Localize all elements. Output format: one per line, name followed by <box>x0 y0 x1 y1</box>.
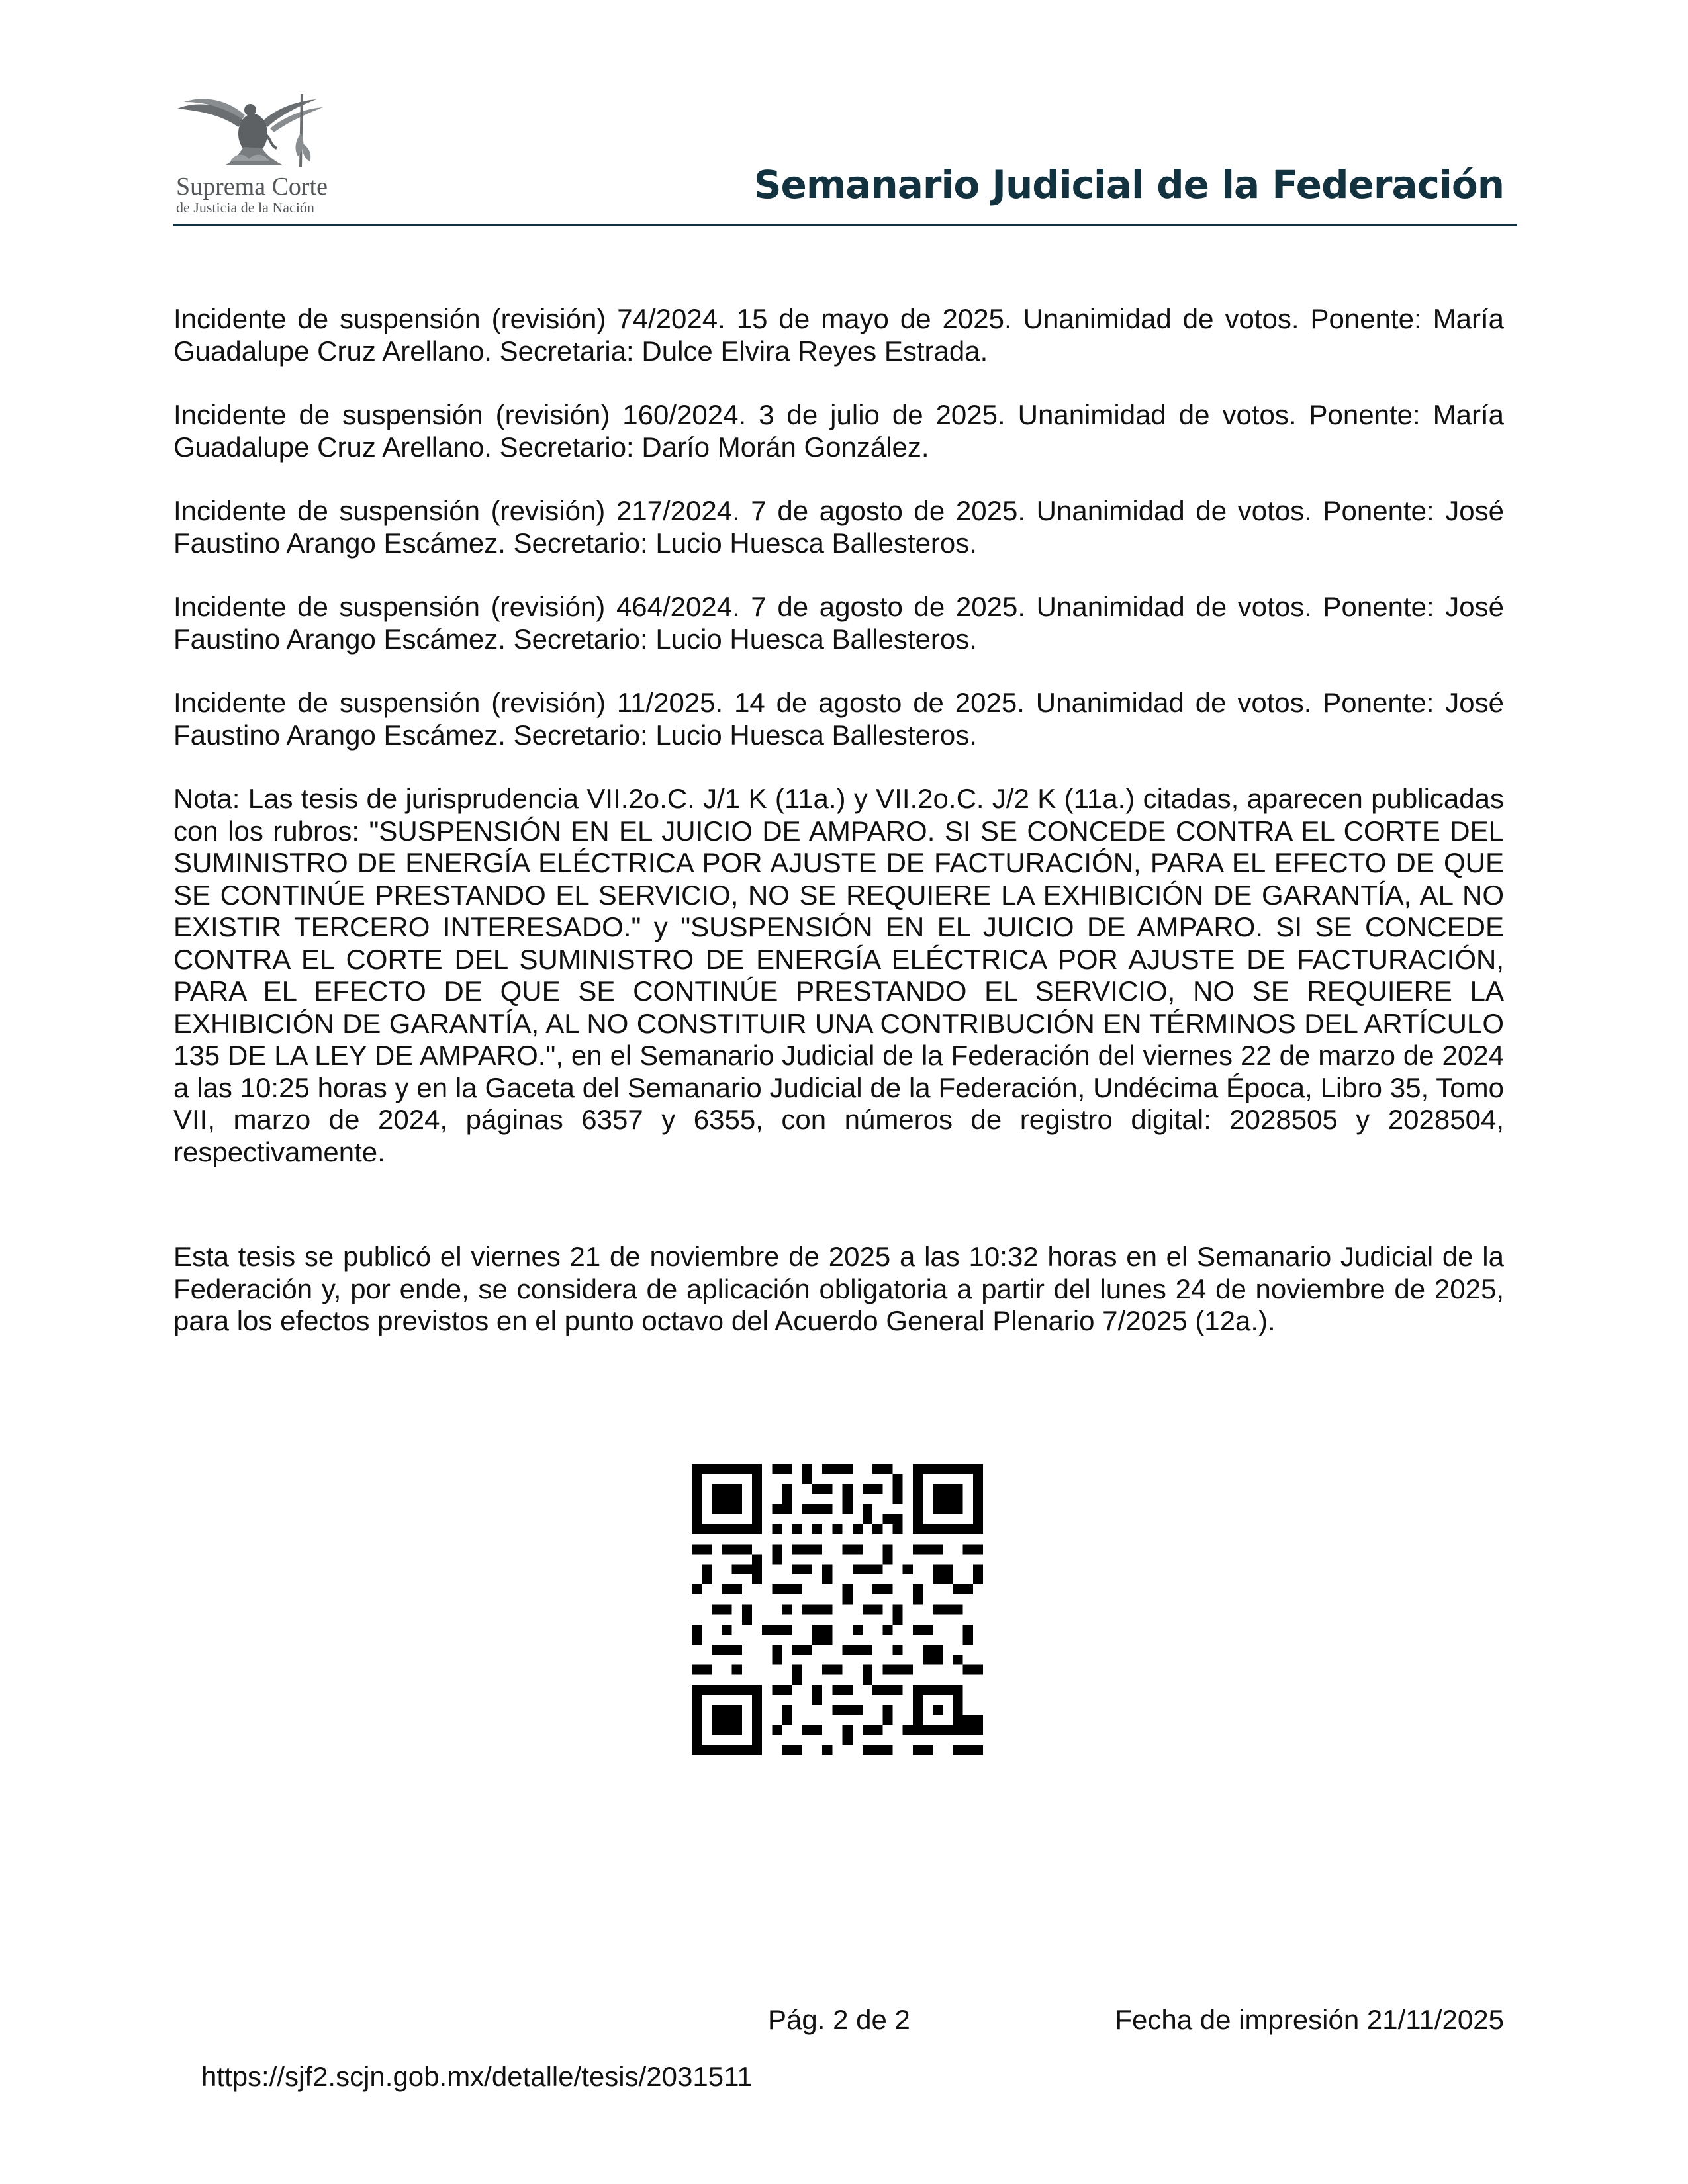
source-url: https://sjf2.scjn.gob.mx/detalle/tesis/2031511 <box>201 2061 753 2092</box>
precedent-paragraph: Incidente de suspensión (revisión) 217/2024. 7 de agosto de 2025. Unanimidad de votos. Ponente: José Faustino Arango Escámez. Secretario: Lucio Huesca Ballesteros. <box>173 495 1504 559</box>
precedent-paragraph: Incidente de suspensión (revisión) 464/2024. 7 de agosto de 2025. Unanimidad de votos. Ponente: José Faustino Arango Escámez. Secretario: Lucio Huesca Ballesteros. <box>173 591 1504 655</box>
header-divider <box>173 224 1517 226</box>
precedent-paragraph: Incidente de suspensión (revisión) 160/2024. 3 de julio de 2025. Unanimidad de votos. Ponente: María Guadalupe Cruz Arellano. Secretario: Darío Morán González. <box>173 399 1504 463</box>
precedent-paragraph: Incidente de suspensión (revisión) 11/2025. 14 de agosto de 2025. Unanimidad de votos. Ponente: José Faustino Arango Escámez. Secretario: Lucio Huesca Ballesteros. <box>173 687 1504 751</box>
page-number: Pág. 2 de 2 <box>768 2004 910 2035</box>
journal-title: Semanario Judicial de la Federación <box>753 162 1504 207</box>
note-paragraph: Nota: Las tesis de jurisprudencia VII.2o.C. J/1 K (11a.) y VII.2o.C. J/2 K (11a.) citadas, aparecen publicadas con los rubros: "SUSPENSIÓN EN EL JUICIO DE AMPARO. SI SE CONCEDE CONTRA EL CORTE DEL SUMINISTRO DE ENERGÍA ELÉCTRICA POR AJUSTE DE FACTURACIÓN, PARA EL EFECTO DE QUE SE CONTINÚE PRESTANDO EL SERVICIO, NO SE REQUIERE LA EXHIBICIÓN DE GARANTÍA, AL NO EXISTIR TERCERO INTERESADO." y "SUSPENSIÓN EN EL JUICIO DE AMPARO. SI SE CONCEDE CONTRA EL CORTE DEL SUMINISTRO DE ENERGÍA ELÉCTRICA POR AJUSTE DE FACTURACIÓN, PARA EL EFECTO DE QUE SE CONTINÚE PRESTANDO EL SERVICIO, NO SE REQUIERE LA EXHIBICIÓN DE GARANTÍA, AL NO CONSTITUIR UNA CONTRIBUCIÓN EN TÉRMINOS DEL ARTÍCULO 135 DE LA LEY DE AMPARO.", en el Semanario Judicial de la Federación del viernes 22 de marzo de 2024 a las 10:25 horas y en la Gaceta del Semanario Judicial de la Federación, Undécima Época, Libro 35, Tomo VII, marzo de 2024, páginas 6357 y 6355, con números de registro digital: 2028505 y 2028504, respectivamente. <box>173 783 1504 1167</box>
logo-subtitle: de Justicia de la Nación <box>176 199 314 216</box>
document-body <box>173 303 1504 1369</box>
publication-paragraph: Esta tesis se publicó el viernes 21 de noviembre de 2025 a las 10:32 horas en el Semanario Judicial de la Federación y, por ende, se considera de aplicación obligatoria a partir del lunes 24 de noviembre de 2025, para los efectos previstos en el punto octavo del Acuerdo General Plenario 7/2025 (12a.). <box>173 1241 1504 1336</box>
eagle-emblem-icon <box>171 87 336 173</box>
logo-name: Suprema Corte <box>176 173 328 201</box>
precedent-paragraph: Incidente de suspensión (revisión) 74/2024. 15 de mayo de 2025. Unanimidad de votos. Ponente: María Guadalupe Cruz Arellano. Secretaria: Dulce Elvira Reyes Estrada. <box>173 303 1504 367</box>
court-logo <box>171 87 336 220</box>
print-date: Fecha de impresión 21/11/2025 <box>1115 2004 1504 2035</box>
qr-code-icon <box>692 1464 983 1755</box>
